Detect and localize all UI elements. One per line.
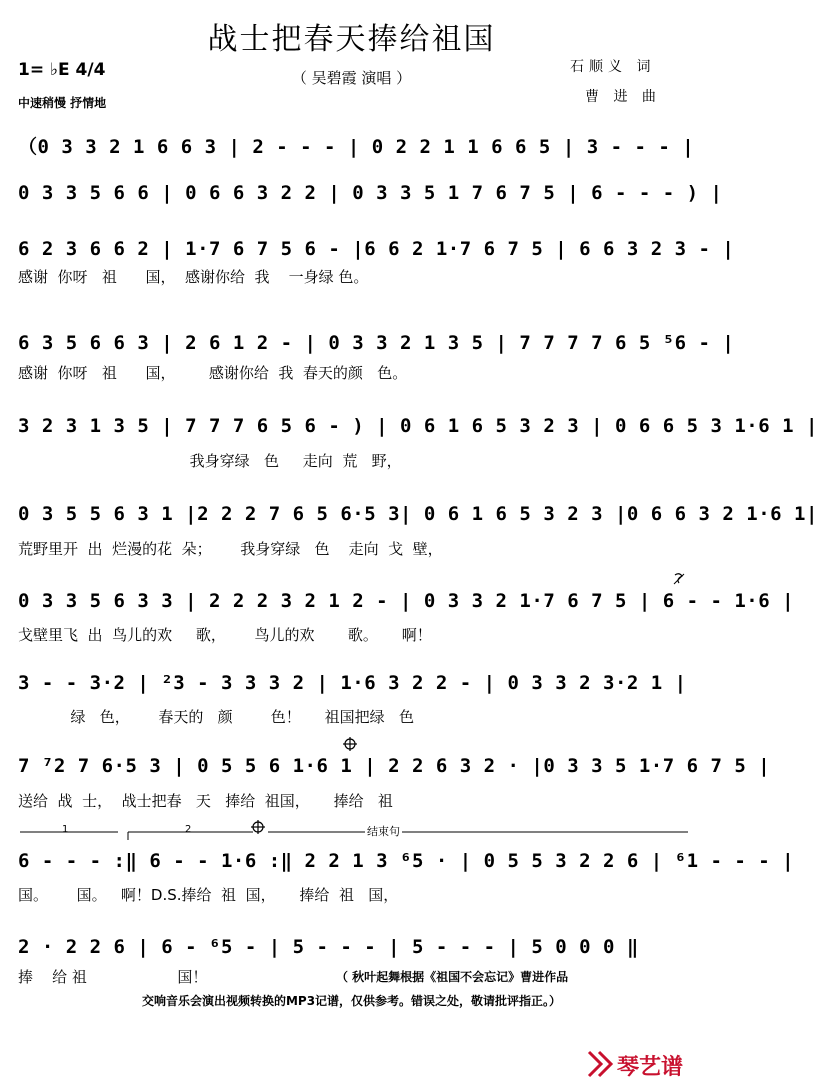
singer-credit: （ 吴碧霞 演唱 ）	[291, 69, 412, 87]
lyric-line: 感谢 你呀 祖 国， 感谢你给 我 一身绿 色。	[18, 268, 369, 286]
volta-brackets	[18, 822, 690, 842]
composer-credit: 曹 进 曲	[585, 89, 661, 105]
lyric-line: 国。 国。 啊！D.S.捧给 祖 国， 捧给 祖 国，	[18, 886, 399, 904]
lyric-line: 送给 战 士， 战士把春 天 捧给 祖国， 捧给 祖	[18, 792, 393, 810]
key-signature: 1= ♭E 4/4	[18, 60, 106, 80]
notation-line: 6 - - - :‖ 6 - - 1·6 :‖ 2 2 1 3 ⁶5 · | 0 5 5 3 2 2 6 | ⁶1 - - - |	[18, 850, 795, 872]
notation-line: 6 3 5 6 6 3 | 2 6 1 2 - | 0 3 3 2 1 3 5 | 7 7 7 7 6 5 ⁵6 - |	[18, 332, 735, 354]
transcription-note: （ 秋叶起舞根据《祖国不会忘记》曹进作品	[336, 970, 569, 984]
page-title: 战士把春天捧给祖国	[207, 22, 496, 57]
disclaimer: 交响音乐会演出视频转换的MP3记谱，仅供参考。错误之处，敬请批评指正。）	[141, 994, 562, 1008]
notation-line: 6 2 3 6 6 2 | 1·7 6 7 5 6 - |6 6 2 1·7 6 7 5 | 6 6 3 2 3 - |	[18, 238, 735, 260]
logo-text: 琴艺谱	[617, 1055, 684, 1080]
lyricist-credit: 石顺义 词	[570, 59, 656, 75]
tempo-marking: 中速稍慢 抒情地	[18, 96, 107, 110]
segno-icon	[672, 572, 686, 586]
volta-second-label: 2	[185, 824, 192, 835]
notation-line: （0 3 3 2 1 6 6 3 | 2 - - - | 0 2 2 1 1 6 6 5 | 3 - - - |	[18, 136, 695, 158]
notation-line: 0 3 3 5 6 3 3 | 2 2 2 3 2 1 2 - | 0 3 3 2 1·7 6 7 5 | 6 - - 1·6 |	[18, 590, 795, 612]
volta-first-label: 1	[62, 824, 69, 835]
lyric-line: 绿 色， 春天的 颜 色！ 祖国把绿 色	[18, 708, 414, 726]
coda-icon	[342, 736, 358, 752]
lyric-line: 荒野里开 出 烂漫的花 朵； 我身穿绿 色 走向 戈 壁，	[18, 540, 443, 558]
lyric-line: 感谢 你呀 祖 国， 感谢你给 我 春天的颜 色。	[18, 364, 408, 382]
notation-line: 7 ⁷2 7 6·5 3 | 0 5 5 6 1·6 1 | 2 2 6 3 2 · |0 3 3 5 1·7 6 7 5 |	[18, 755, 771, 777]
site-logo	[585, 1048, 695, 1078]
notation-line: 2 · 2 2 6 | 6 - ⁶5 - | 5 - - - | 5 - - - | 5 0 0 0 ‖	[18, 936, 639, 958]
notation-line: 3 - - 3·2 | ²3 - 3 3 3 2 | 1·6 3 2 2 - | 0 3 3 2 3·2 1 |	[18, 672, 687, 694]
notation-line: 0 3 5 5 6 3 1 |2 2 2 7 6 5 6·5 3| 0 6 1 6 5 3 2 3 |0 6 6 3 2 1·6 1|	[18, 503, 818, 525]
notation-line: 0 3 3 5 6 6 | 0 6 6 3 2 2 | 0 3 3 5 1 7 6 7 5 | 6 - - - ) |	[18, 182, 723, 204]
logo-icon	[585, 1048, 615, 1078]
notation-line: 3 2 3 1 3 5 | 7 7 7 6 5 6 - ) | 0 6 1 6 5 3 2 3 | 0 6 6 5 3 1·6 1 |	[18, 415, 818, 437]
coda-label: 结束句	[367, 825, 400, 838]
lyric-line: 捧 给 祖 国！	[18, 968, 208, 986]
lyric-line: 我身穿绿 色 走向 荒 野，	[18, 452, 402, 470]
lyric-line: 戈壁里飞 出 鸟儿的欢 歌， 鸟儿的欢 歌。 啊！	[18, 626, 432, 644]
